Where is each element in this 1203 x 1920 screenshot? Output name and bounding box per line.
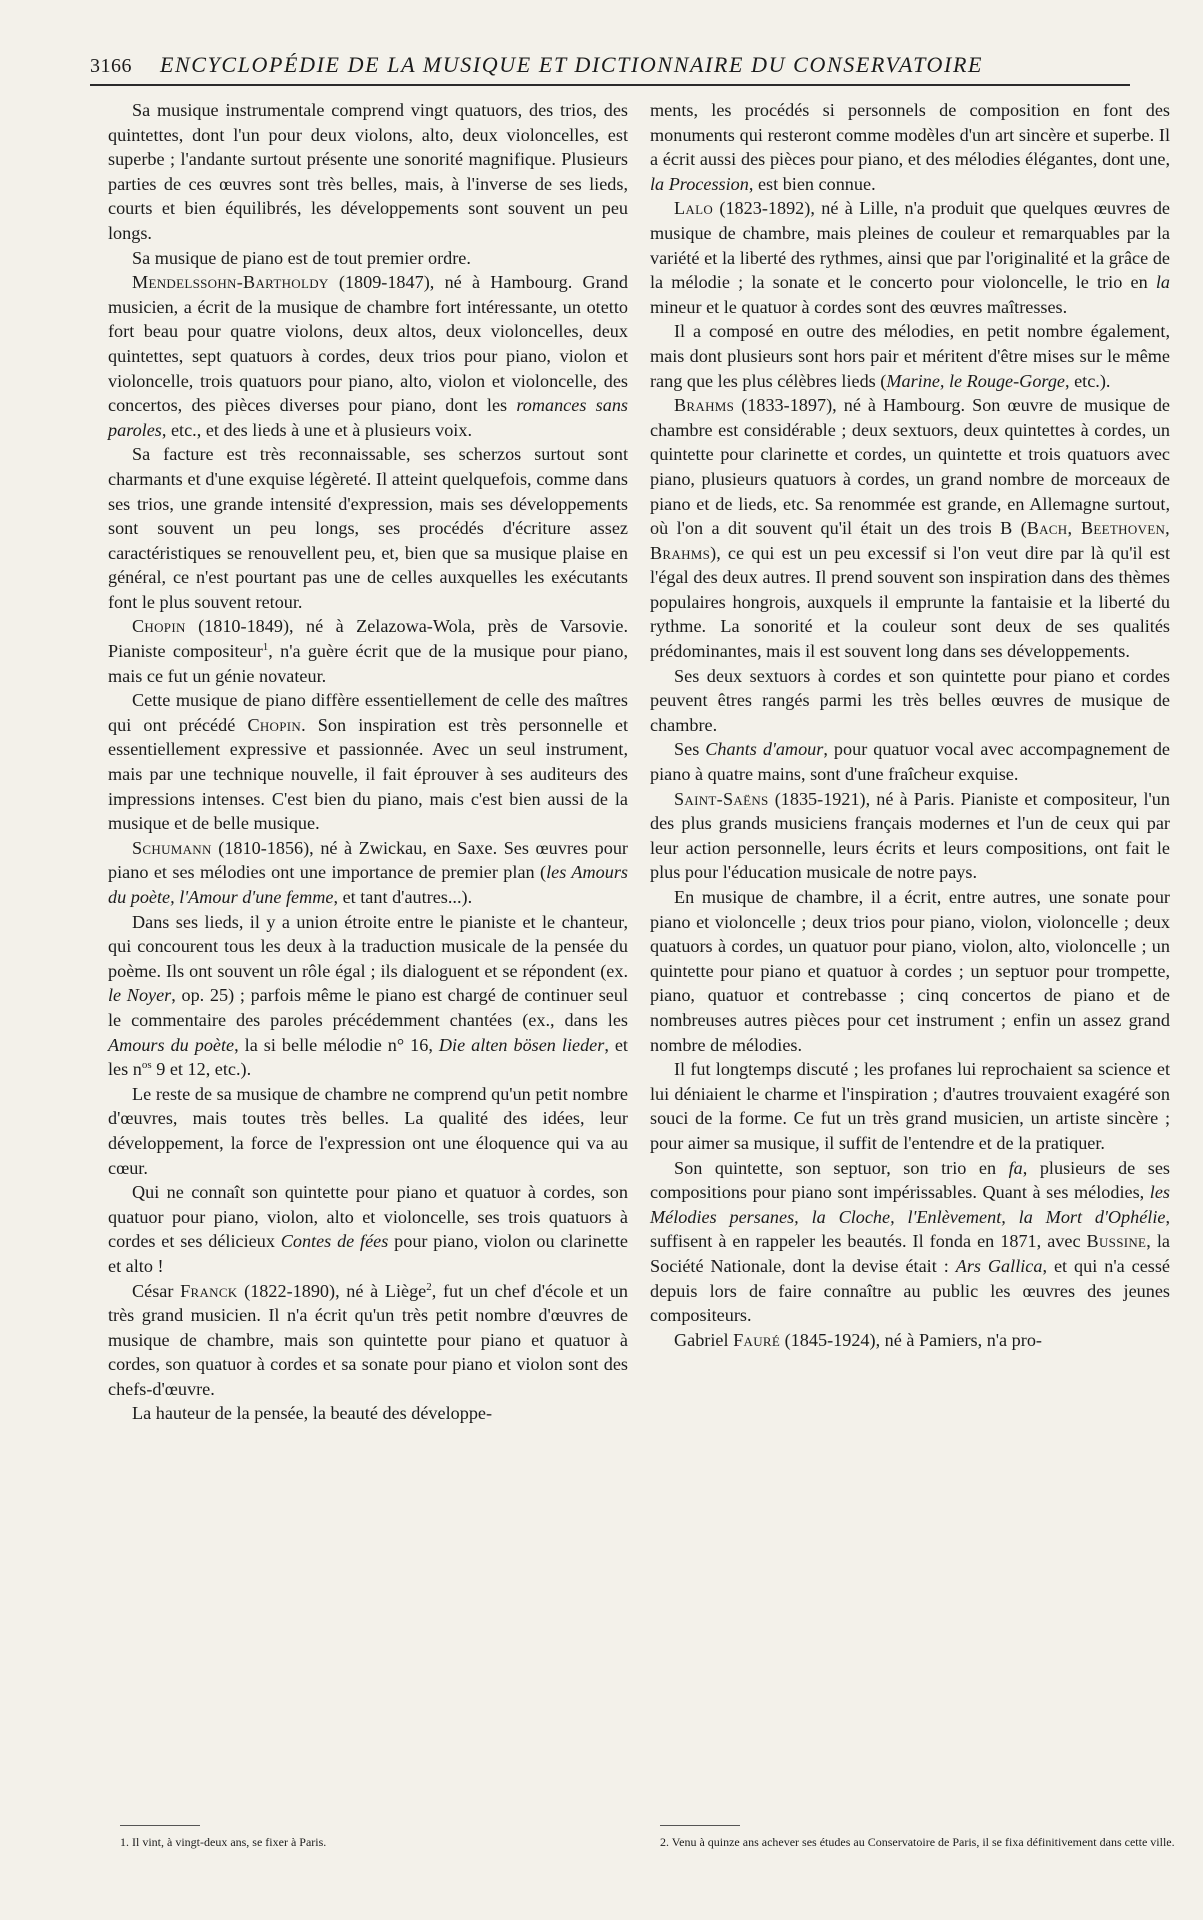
right-column <box>650 98 1170 1352</box>
composer-name: Lalo <box>674 198 714 219</box>
composer-name: Chopin <box>247 714 302 735</box>
paragraph-faure: Gabriel Fauré (1845-1924), né à Pamiers, n'a pro- <box>674 1329 1042 1350</box>
paragraph-saint-saens: Saint-Saëns (1835-1921), né à Paris. Pianiste et compositeur, l'un des plus grands musiciens français modernes et l'un de ceux qui par leur action personnelle, leurs écrits et leurs compositions, ont fait le plus pour l'éducation musicale de notre pays. <box>650 788 1170 883</box>
paragraph: Qui ne connaît son quintette pour piano et quatuor à cordes, son quatuor pour piano, violon, alto et violoncelle, ses trois quatuors à cordes et ses délicieux Contes de fées pour piano, violon ou clarinette et alto ! <box>108 1182 628 1276</box>
paragraph-mendelssohn: Mendelssohn-Bartholdy (1809-1847), né à Hambourg. Grand musicien, a écrit de la musique de chambre fort intéressante, un otetto fort beau pour quatre violons, deux altos, deux violoncelles, deux quintettes, sept quatuors à cordes, deux trios pour piano, violon et violoncelle, trois quatuors pour piano, alto, violon et violoncelle, des concertos, des pièces diverses pour piano, dont les romances sans paroles, etc., et des lieds à une et à plusieurs voix. <box>108 272 628 440</box>
footnote-ref: 1 <box>262 641 269 653</box>
paragraph: Son quintette, son septuor, son trio en fa, plusieurs de ses compositions pour piano sont impérissables. Quant à ses mélodies, les Mélodies persanes, la Cloche, l'Enlèvement, la Mort d'Ophélie, suffisent à en rappeler les beautés. Il fonda en 1871, avec Bussine, la Société Nationale, dont la devise était : Ars Gallica, et qui n'a cessé depuis lors de faire connaître au public les œuvres des jeunes compositeurs. <box>650 1157 1171 1326</box>
paragraph: Dans ses lieds, il y a union étroite entre le pianiste et le chanteur, qui concourent tous les deux à la traduction musicale de la pensée du poème. Ils ont souvent un rôle égal ; ils dialoguent et se répondent (ex. le Noyer, op. 25) ; parfois même le piano est chargé de continuer seul le commentaire des paroles précédemment chantées (ex., dans les Amours du poète, la si belle mélodie n° 16, Die alten bösen lieder, et les $n^{os}$ 9 et 12, etc.). <box>108 911 628 1080</box>
running-title: ENCYCLOPÉDIE DE LA MUSIQUE ET DICTIONNAIRE DU CONSERVATOIRE <box>160 52 984 77</box>
paragraph: Sa musique instrumentale comprend vingt quatuors, des trios, des quintettes, dont l'un pour deux violons, alto, deux violoncelles, est superbe ; l'andante surtout présente une sonorité magnifique. Plusieurs parties de ces œuvres sont très belles, mais, à l'inverse de ses lieds, courts et bien équilibrés, les développements sont souvent un peu longs. <box>108 100 628 243</box>
composer-name: Saint-Saëns <box>674 788 769 809</box>
footnote-1: 1. Il vint, à vingt-deux ans, se fixer à Paris. <box>120 1835 327 1849</box>
composer-name: Fauré <box>733 1329 781 1350</box>
footnote-ref: 2 <box>426 1280 432 1293</box>
paragraph: Il fut longtemps discuté ; les profanes lui reprochaient sa science et lui déniaient le charme et l'inspiration ; d'autres trouvaient exagéré son souci de la forme. Ce fut un très grand musicien, un artiste sincère ; pour aimer sa musique, il suffit de l'entendre et de la pratiquer. <box>650 1059 1170 1153</box>
footnote-rule <box>120 1825 200 1826</box>
page-number: 3166 <box>90 55 132 77</box>
paragraph-lalo: Lalo (1823-1892), né à Lille, n'a produit que quelques œuvres de musique de chambre, mais pleines de couleur et remarquables par la variété et la liberté des rythmes, ainsi que par l'originalité et la grâce de la mélodie ; la sonate et le concerto pour violoncelle, le trio en la mineur et le quatuor à cordes sont des œuvres maîtresses. <box>650 198 1170 317</box>
footnote-rule <box>660 1825 740 1826</box>
composer-name: Schumann <box>132 837 212 858</box>
composer-name: Brahms <box>674 395 735 416</box>
paragraph: Il a composé en outre des mélodies, en petit nombre également, mais dont plusieurs sont hors pair et méritent d'être mises sur le même rang que les plus célèbres lieds (Marine, le Rouge-Gorge, etc.). <box>650 321 1170 391</box>
paragraph: Ses deux sextuors à cordes et son quintette pour piano et cordes peuvent êtres rangés parmi les très belles œuvres de musique de chambre. <box>650 665 1170 735</box>
paragraph: La hauteur de la pensée, la beauté des développe- <box>132 1403 493 1424</box>
footnote-2: 2. Venu à quinze ans achever ses études au Conservatoire de Paris, il se fixa définitivement dans cette ville. <box>660 1835 1175 1849</box>
paragraph-schumann: Schumann (1810-1856), né à Zwickau, en Saxe. Ses œuvres pour piano et ses mélodies ont une importance de premier plan (les Amours du poète, l'Amour d'une femme, et tant d'autres...). <box>108 837 628 907</box>
page-header <box>90 52 1130 86</box>
paragraph-chopin: Chopin (1810-1849), né à Zelazowa-Wola, près de Varsovie. Pianiste compositeur$^1$, n'a guère écrit que de la musique pour piano, mais ce fut un génie novateur. <box>108 616 628 686</box>
paragraph: Sa facture est très reconnaissable, ses scherzos surtout sont charmants et d'une exquise légèreté. Il atteint quelquefois, comme dans ses trios, une grande intensité d'expression, mais ses développements sont souvent un peu longs, ses procédés d'écriture assez caractéristiques se renouvellent peu, et, bien que sa musique plaise en général, ce n'est pourtant pas une de celles auxquelles les exécutants font le plus souvent retour. <box>108 444 628 612</box>
paragraph-brahms: Brahms (1833-1897), né à Hambourg. Son œuvre de musique de chambre est considérable ; deux sextuors, deux quintettes à cordes, un quintette pour clarinette et cordes, un quintette et trois quatuors avec piano, plusieurs quatuors à cordes, un grand nombre de morceaux de piano et de lieds, etc. Sa renommée est grande, en Allemagne surtout, où l'on a dit souvent qu'il était un des trois B (Bach, Beethoven, Brahms), ce qui est un peu excessif si l'on veut dire par là qu'il est l'égal des deux autres. Il prend souvent son inspiration dans des thèmes populaires hongrois, auxquels il emprunte la fantaisie et la liberté du rythme. La sonorité et la couleur sont deux de ses qualités prédominantes, mais il est souvent long dans ses développements. <box>650 395 1170 662</box>
composer-name: Franck <box>180 1280 238 1301</box>
paragraph: Ses Chants d'amour, pour quatuor vocal avec accompagnement de piano à quatre mains, sont d'une fraîcheur exquise. <box>650 739 1171 785</box>
paragraph-franck: César Franck (1822-1890), né à Liège$^2$, fut un chef d'école et un très grand musicien. Il n'a écrit qu'un très petit nombre d'œuvres de musique de chambre, mais son quintette pour piano et quatuor à cordes, son quatuor à cordes et sa sonate pour piano et violon sont des chefs-d'œuvre. <box>108 1280 628 1399</box>
composer-name: Bussine <box>1086 1231 1147 1252</box>
paragraph: Cette musique de piano diffère essentiellement de celle des maîtres qui ont précédé Chopin. Son inspiration est très personnelle et essentiellement expressive et passionnée. Avec un seul instrument, mais par une technique nouvelle, il fait éprouver à ses auditeurs des impressions intenses. C'est bien du piano, mais c'est bien aussi de la musique et de belle musique. <box>108 690 628 834</box>
paragraph: Le reste de sa musique de chambre ne comprend qu'un petit nombre d'œuvres, mais toutes très belles. La qualité des idées, leur développement, la force de l'expression ont une éloquence qui va au cœur. <box>108 1083 628 1178</box>
paragraph: Sa musique de piano est de tout premier ordre. <box>132 247 471 268</box>
paragraph: En musique de chambre, il a écrit, entre autres, une sonate pour piano et violoncelle ; deux trios pour piano, violon, violoncelle ; deux quatuors à cordes, un quatuor pour piano, violon, alto, violoncelle ; un quintette pour piano et quatuor à cordes ; un septuor pour trompette, piano, quatuor et contrebasse ; cinq concertos de piano et de nombreuses autres pièces pour cet instrument ; enfin un assez grand nombre de mélodies. <box>650 887 1170 1055</box>
composer-name: Chopin <box>132 616 186 637</box>
paragraph: ments, les procédés si personnels de composition en font des monuments qui resteront comme modèles d'un art sincère et superbe. Il a écrit aussi des pièces pour piano, et des mélodies élégantes, dont une, la Procession, est bien connue. <box>650 100 1170 194</box>
left-column <box>108 98 628 1426</box>
composer-name: Mendelssohn-Bartholdy <box>132 272 329 293</box>
